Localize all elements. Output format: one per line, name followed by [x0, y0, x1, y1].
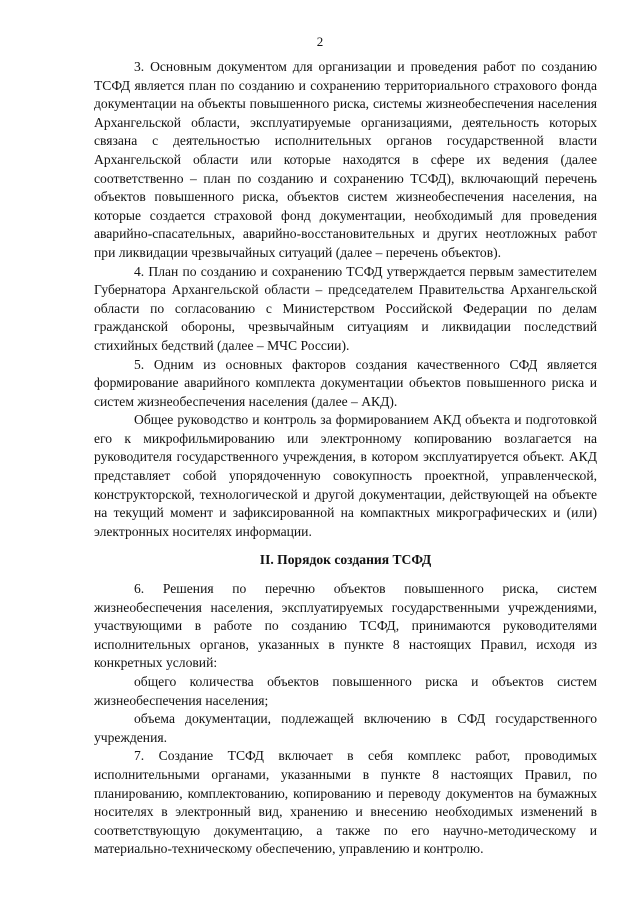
paragraph-6: 6. Решения по перечню объектов повышенного риска, систем жизнеобеспечения населения, эксплуатируемых государственными учреждениями, участвующими в работе по созданию ТСФД, принимаются руководителями исполнительных органов, указанных в пункте 8 настоящих Правил, исходя из конкретных условий:	[94, 581, 597, 671]
document-body	[94, 58, 597, 859]
paragraph-condition-objects: общего количества объектов повышенного риска и объектов систем жизнеобеспечения населения;	[94, 674, 597, 708]
paragraph-3: 3. Основным документом для организации и проведения работ по созданию ТСФД является план по созданию и сохранению территориального страхового фонда документации на объекты повышенного риска, системы жизнеобеспечения населения Архангельской области, эксплуатируемые организациями, деятельность которых связана с деятельностью исполнительных органов государственной власти Архангельской области или которые находятся в сфере их ведения (далее соответственно – план по созданию и сохранению ТСФД), включающий перечень объектов повышенного риска, объектов систем жизнеобеспечения населения, на которые создается страховой фонд документации, необходимый для проведения аварийно-спасательных, аварийно-восстановительных и других неотложных работ при ликвидации чрезвычайных ситуаций (далее – перечень объектов).	[94, 59, 597, 260]
paragraph-5: 5. Одним из основных факторов создания качественного СФД является формирование аварийного комплекта документации объектов повышенного риска и систем жизнеобеспечения населения (далее – АКД).	[94, 356, 597, 409]
paragraph-condition-volume: объема документации, подлежащей включению в СФД государственного учреждения.	[94, 711, 597, 745]
paragraph-4: 4. План по созданию и сохранению ТСФД утверждается первым заместителем Губернатора Архангельской области – председателем Правительства Архангельской области по согласованию с Министерством Российской Федерации по делам гражданской обороны, чрезвычайным ситуациям и ликвидации последствий стихийных бедствий (далее – МЧС России).	[94, 263, 597, 353]
page-number: 2	[316, 34, 324, 49]
paragraph-7: 7. Создание ТСФД включает в себя комплекс работ, проводимых исполнительными органами, указанными в пункте 8 настоящих Правил, по планированию, комплектованию, копированию и переводу документов на бумажных носителях в электронный вид, хранению и внесению необходимых изменений в соответствующую документацию, а также по его научно-методическому и материально-техническому обеспечению, управлению и контролю.	[94, 748, 597, 857]
paragraph-akd-management: Общее руководство и контроль за формированием АКД объекта и подготовкой его к микрофильмированию или электронному копированию возлагается на руководителя государственного учреждения, в котором эксплуатируется объект. АКД представляет собой упорядоченную совокупность проектной, управленческой, конструкторской, технологической и другой документации, действующей на объекте на текущий момент и зафиксированной на компактных микрографических и (или) электронных носителях информации.	[94, 412, 597, 539]
section-title: II. Порядок создания ТСФД	[259, 552, 432, 568]
